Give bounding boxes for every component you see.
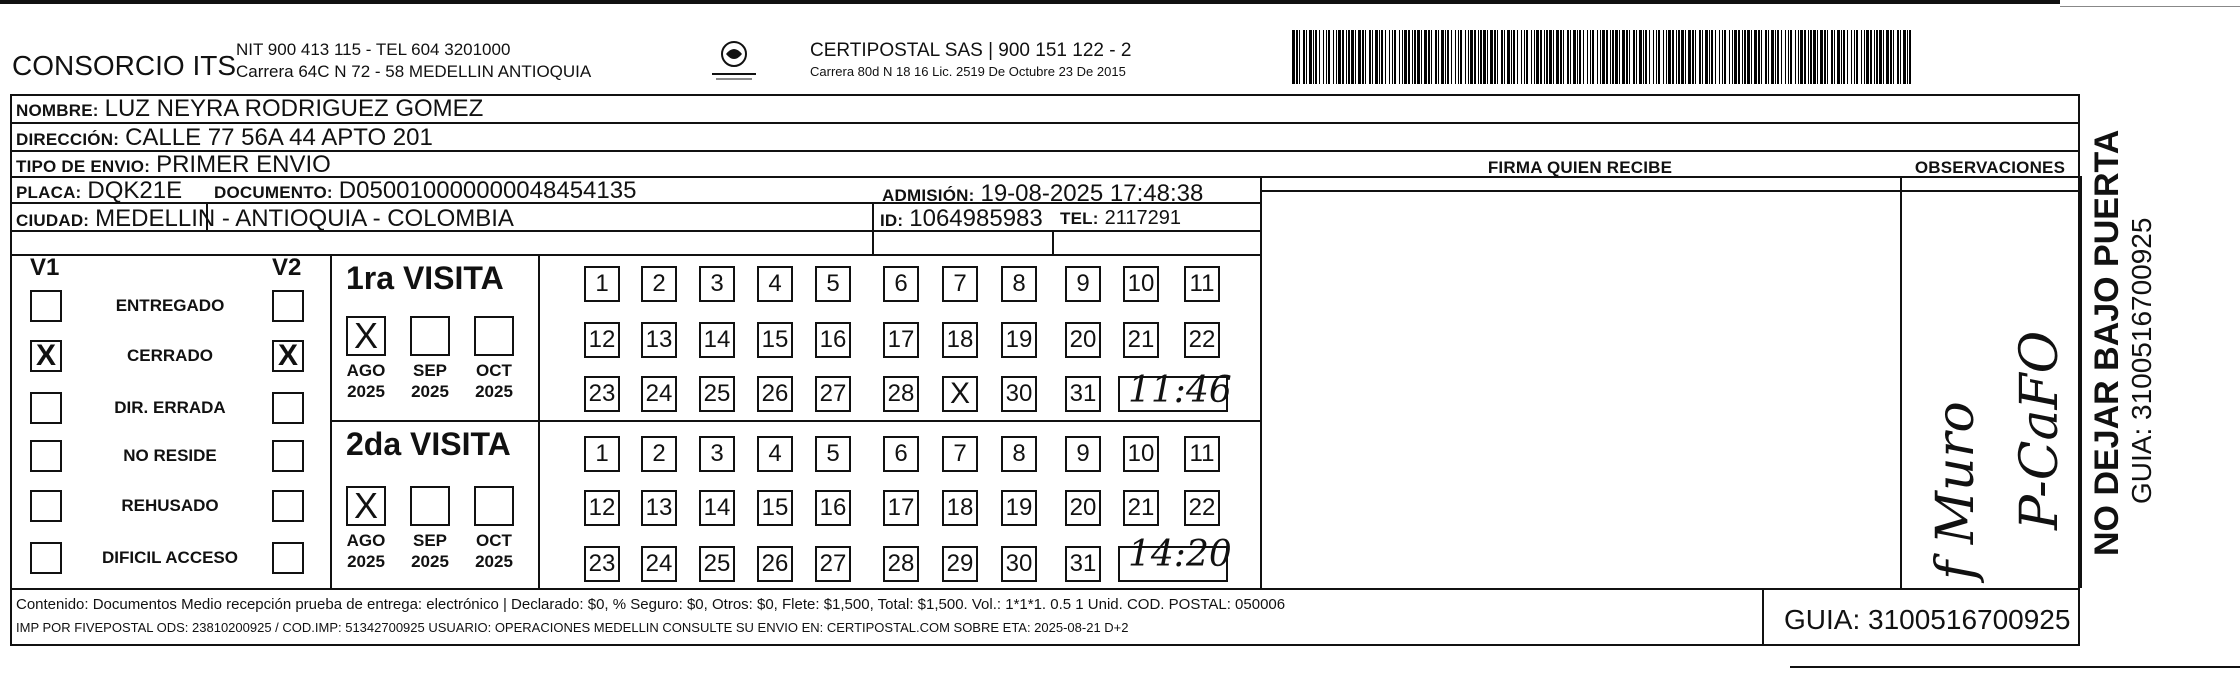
v2-checkbox[interactable] xyxy=(272,542,304,574)
day-box[interactable]: 4 xyxy=(757,266,793,302)
v1-checkbox[interactable] xyxy=(30,490,62,522)
v2-checkbox[interactable] xyxy=(272,290,304,322)
month-checkbox[interactable] xyxy=(474,316,514,356)
status-label: DIR. ERRADA xyxy=(114,398,226,417)
admision-label: ADMISIÓN: xyxy=(882,186,975,205)
day-box[interactable]: 3 xyxy=(699,436,735,472)
v1-checkbox[interactable] xyxy=(30,290,62,322)
direccion-field xyxy=(16,124,433,152)
day-box[interactable]: 26 xyxy=(757,546,793,582)
day-box[interactable]: 6 xyxy=(883,436,919,472)
admision-value: 19-08-2025 17:48:38 xyxy=(980,180,1204,207)
day-box[interactable]: 12 xyxy=(584,490,620,526)
month-checkbox[interactable] xyxy=(474,486,514,526)
year-label: 2025 xyxy=(475,552,513,571)
day-box[interactable]: 11 xyxy=(1184,266,1220,302)
v1-checkbox[interactable] xyxy=(30,440,62,472)
tipo-value: PRIMER ENVIO xyxy=(156,151,331,178)
day-box[interactable]: 13 xyxy=(641,490,677,526)
day-box[interactable]: 5 xyxy=(815,266,851,302)
signature-handwriting: f Muro xyxy=(1926,401,1986,580)
day-box[interactable]: 1 xyxy=(584,436,620,472)
day-box[interactable]: 4 xyxy=(757,436,793,472)
month-label: OCT xyxy=(476,531,512,550)
day-box[interactable]: 17 xyxy=(883,490,919,526)
v2-checkbox[interactable] xyxy=(272,490,304,522)
month-label: SEP xyxy=(412,361,448,380)
v1-checkbox[interactable] xyxy=(30,392,62,424)
month-label: AGO xyxy=(346,531,386,550)
day-box[interactable]: 14 xyxy=(699,322,735,358)
day-box[interactable]: 27 xyxy=(815,546,851,582)
ciudad-field xyxy=(16,205,514,233)
day-box[interactable]: 13 xyxy=(641,322,677,358)
company-name: CONSORCIO ITS xyxy=(12,50,237,81)
day-box[interactable]: 9 xyxy=(1065,436,1101,472)
nombre-label: NOMBRE: xyxy=(16,101,99,120)
carrier-logo-icon xyxy=(706,38,762,84)
day-box[interactable]: 8 xyxy=(1001,436,1037,472)
day-box[interactable]: 23 xyxy=(584,546,620,582)
day-box[interactable]: 21 xyxy=(1123,322,1159,358)
placa-label: PLACA: xyxy=(16,183,82,202)
v1-header: V1 xyxy=(30,254,60,281)
ciudad-label: CIUDAD: xyxy=(16,211,90,230)
documento-value: D050010000000048454135 xyxy=(338,177,637,204)
day-box-marked[interactable]: X xyxy=(942,376,978,412)
footer-line-2: IMP POR FIVEPOSTAL ODS: 23810200925 / COD.IMP: 51342700925 USUARIO: OPERACIONES MEDELLIN CONSULTE SU ENVIO EN: CERTIPOSTAL.COM SOBRE ETA: 2025-08-21 D+2 xyxy=(16,620,1129,635)
day-box[interactable]: 15 xyxy=(757,322,793,358)
year-label: 2025 xyxy=(411,552,449,571)
day-box[interactable]: 24 xyxy=(641,546,677,582)
day-box[interactable]: 16 xyxy=(815,490,851,526)
day-box[interactable]: 26 xyxy=(757,376,793,412)
day-box[interactable]: 8 xyxy=(1001,266,1037,302)
day-box[interactable]: 22 xyxy=(1184,322,1220,358)
day-box[interactable]: 22 xyxy=(1184,490,1220,526)
company-address: Carrera 64C N 72 - 58 MEDELLIN ANTIOQUIA xyxy=(236,62,592,81)
day-box[interactable]: 19 xyxy=(1001,490,1037,526)
nombre-field xyxy=(16,95,483,123)
id-value: 1064985983 xyxy=(909,205,1043,232)
day-box[interactable]: 31 xyxy=(1065,546,1101,582)
day-box[interactable]: 18 xyxy=(942,322,978,358)
month-checkbox[interactable]: X xyxy=(346,316,386,356)
status-label: ENTREGADO xyxy=(115,296,225,315)
day-box[interactable]: 2 xyxy=(641,266,677,302)
month-checkbox[interactable] xyxy=(410,486,450,526)
v1-checkbox[interactable]: X xyxy=(30,340,62,372)
day-box[interactable]: 7 xyxy=(942,436,978,472)
day-box[interactable]: 11 xyxy=(1184,436,1220,472)
day-box[interactable]: 25 xyxy=(699,376,735,412)
visit2-time: 14:20 xyxy=(1128,534,1232,575)
side-warning: NO DEJAR BAJO PUERTA xyxy=(2088,129,2126,556)
month-checkbox[interactable] xyxy=(410,316,450,356)
month-label: SEP xyxy=(412,531,448,550)
footer-guia: GUIA: 3100516700925 xyxy=(1784,604,2071,635)
tipo-field xyxy=(16,151,331,179)
month-checkbox[interactable]: X xyxy=(346,486,386,526)
id-label: ID: xyxy=(880,211,904,230)
status-label: REHUSADO xyxy=(121,496,219,515)
v2-header: V2 xyxy=(272,254,302,281)
day-box[interactable]: 31 xyxy=(1065,376,1101,412)
second-visit-title: 2da VISITA xyxy=(346,426,511,462)
ciudad-value: MEDELLIN - ANTIOQUIA - COLOMBIA xyxy=(95,205,514,232)
year-label: 2025 xyxy=(347,382,385,401)
v2-checkbox[interactable]: X xyxy=(272,340,304,372)
day-box[interactable]: 30 xyxy=(1001,546,1037,582)
placa-field xyxy=(16,177,182,205)
documento-label: DOCUMENTO: xyxy=(214,183,333,202)
tel-value: 2117291 xyxy=(1104,207,1181,229)
day-box[interactable]: 6 xyxy=(883,266,919,302)
direccion-label: DIRECCIÓN: xyxy=(16,130,120,149)
day-box[interactable]: 28 xyxy=(883,546,919,582)
day-box[interactable]: 9 xyxy=(1065,266,1101,302)
placa-value: DQK21E xyxy=(87,177,183,204)
day-box[interactable]: 18 xyxy=(942,490,978,526)
day-box[interactable]: 29 xyxy=(942,546,978,582)
day-box[interactable]: 20 xyxy=(1065,490,1101,526)
day-box[interactable]: 27 xyxy=(815,376,851,412)
observaciones-header: OBSERVACIONES xyxy=(1914,158,2066,177)
day-box[interactable]: 1 xyxy=(584,266,620,302)
year-label: 2025 xyxy=(475,382,513,401)
tipo-label: TIPO DE ENVIO: xyxy=(16,157,151,176)
day-box[interactable]: 28 xyxy=(883,376,919,412)
status-label: CERRADO xyxy=(127,346,213,365)
day-box[interactable]: 24 xyxy=(641,376,677,412)
firma-header: FIRMA QUIEN RECIBE xyxy=(1487,158,1673,177)
id-field xyxy=(880,205,1043,233)
top-border xyxy=(0,0,2060,4)
documento-field xyxy=(214,177,636,205)
v1-checkbox[interactable] xyxy=(30,542,62,574)
tel-field xyxy=(1060,207,1181,230)
day-box[interactable]: 3 xyxy=(699,266,735,302)
status-label: NO RESIDE xyxy=(123,446,217,465)
direccion-value: CALLE 77 56A 44 APTO 201 xyxy=(125,124,433,151)
visit1-time: 11:46 xyxy=(1128,370,1232,411)
v2-checkbox[interactable] xyxy=(272,392,304,424)
nombre-value: LUZ NEYRA RODRIGUEZ GOMEZ xyxy=(104,95,484,122)
day-box[interactable]: 7 xyxy=(942,266,978,302)
day-box[interactable]: 20 xyxy=(1065,322,1101,358)
day-box[interactable]: 10 xyxy=(1123,266,1159,302)
tel-label: TEL: xyxy=(1060,209,1099,228)
admision-field xyxy=(882,180,1203,208)
observation-handwriting: P-CaFO xyxy=(2010,330,2070,530)
year-label: 2025 xyxy=(347,552,385,571)
top-border-right xyxy=(2060,6,2240,7)
day-box[interactable]: 30 xyxy=(1001,376,1037,412)
month-label: AGO xyxy=(346,361,386,380)
day-box[interactable]: 2 xyxy=(641,436,677,472)
carrier-name: CERTIPOSTAL SAS | 900 151 122 - 2 xyxy=(810,40,1132,61)
bottom-right-line xyxy=(1790,666,2240,668)
day-box[interactable]: 15 xyxy=(757,490,793,526)
day-box[interactable]: 23 xyxy=(584,376,620,412)
day-box[interactable]: 12 xyxy=(584,322,620,358)
v2-checkbox[interactable] xyxy=(272,440,304,472)
status-label: DIFICIL ACCESO xyxy=(101,548,238,567)
first-visit-title: 1ra VISITA xyxy=(346,260,504,296)
day-box[interactable]: 10 xyxy=(1123,436,1159,472)
day-box[interactable]: 5 xyxy=(815,436,851,472)
day-box[interactable]: 16 xyxy=(815,322,851,358)
side-guia: GUIA: 3100516700925 xyxy=(2126,217,2157,504)
barcode xyxy=(1292,30,1920,84)
day-box[interactable]: 21 xyxy=(1123,490,1159,526)
day-box[interactable]: 14 xyxy=(699,490,735,526)
month-label: OCT xyxy=(476,361,512,380)
day-box[interactable]: 17 xyxy=(883,322,919,358)
day-box[interactable]: 19 xyxy=(1001,322,1037,358)
year-label: 2025 xyxy=(411,382,449,401)
day-box[interactable]: 25 xyxy=(699,546,735,582)
carrier-address: Carrera 80d N 18 16 Lic. 2519 De Octubre 23 De 2015 xyxy=(810,64,1126,79)
company-nit: NIT 900 413 115 - TEL 604 3201000 xyxy=(236,40,511,59)
footer-line-1: Contenido: Documentos Medio recepción prueba de entrega: electrónico | Declarado: $0, % Seguro: $0, Otros: $0, Flete: $1,500, Total: $1,500. Vol.: 1*1*1. 0.5 1 Unid. COD. POSTAL: 050006 xyxy=(16,596,1286,613)
